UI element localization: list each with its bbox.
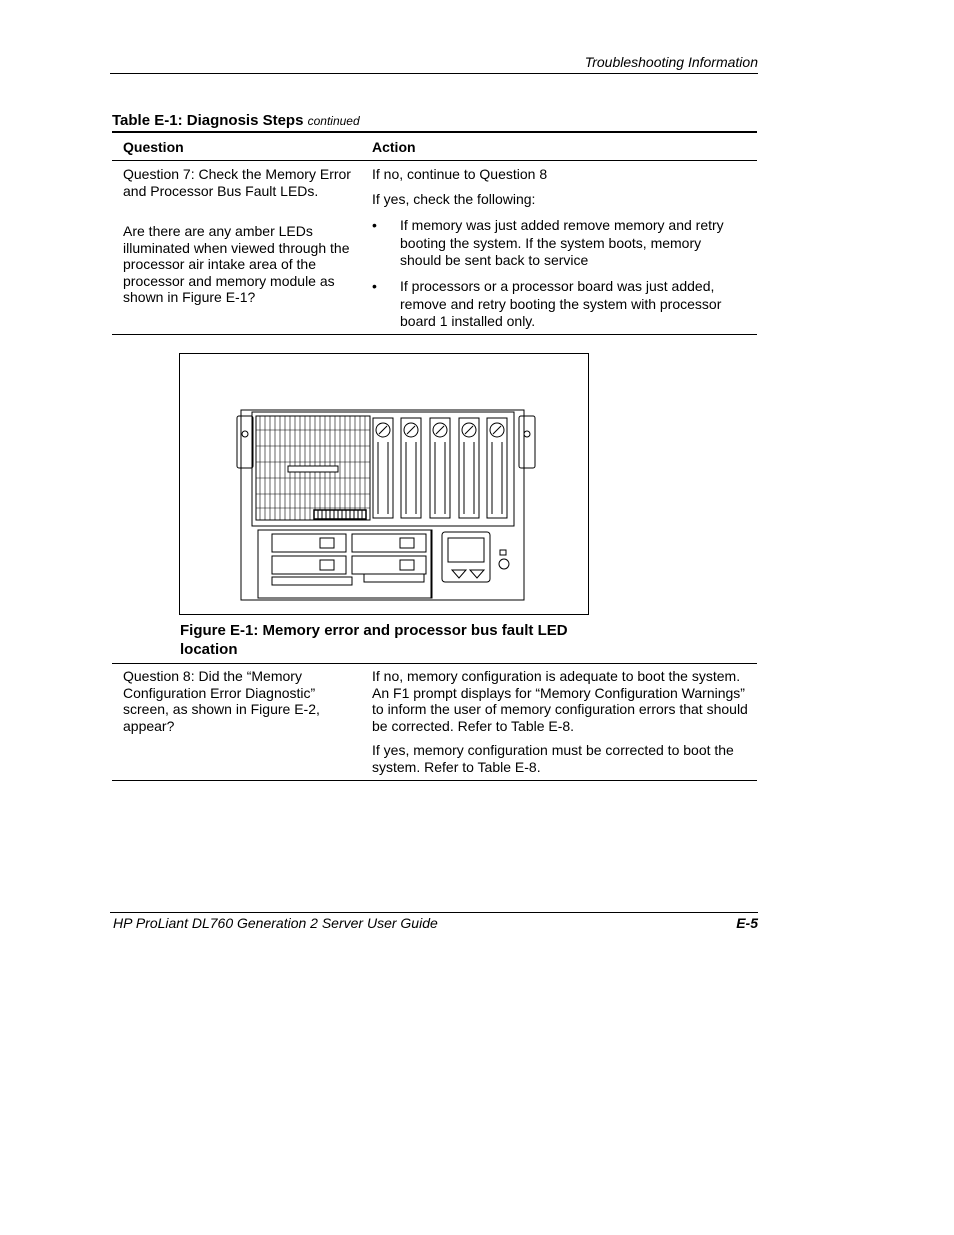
media-bay-1 [272,577,352,585]
row1-action-p1: If no, continue to Question 8 [372,166,548,182]
drive-bay-1 [272,534,346,552]
drive-bay-4 [352,556,426,574]
board-lever-5 [487,418,507,518]
board-lever-2 [401,418,421,518]
control-panel [442,532,490,582]
column-header-action: Action [372,139,416,155]
left-rack-ear [237,416,253,468]
header-bottom-rule [112,160,757,161]
running-head: Troubleshooting Information [584,54,758,70]
table-title-text: Table E-1: Diagnosis Steps [112,112,304,129]
figure-frame [179,353,589,615]
bullet-symbol: • [372,278,377,294]
row1-question-p1: Question 7: Check the Memory Error and Processor Bus Fault LEDs. [123,166,351,199]
table-top-rule [112,131,757,133]
bullet-symbol: • [372,217,377,233]
row1-question-p2: Are there are any amber LEDs illuminated when viewed through the processor air intake area of the processor and memory module as shown in Figure E-1? [123,223,350,305]
page-number: E-5 [736,915,758,931]
row1-bullet-2 [372,278,740,331]
row2-action-p1: If no, memory configuration is adequate to boot the system. An F1 prompt displays for “Memory Configuration Warnings” to inform the user of memory configuration errors that should be corrected. Refer to Table E-8. [372,668,748,734]
footer-rule [110,912,758,913]
chassis [241,410,524,600]
control-panel-display [448,538,484,562]
row2-action-p2: If yes, memory configuration must be corrected to boot the system. Refer to Table E-8. [372,742,734,775]
board-lever-4 [459,418,479,518]
row1-bottom-rule [112,334,757,335]
table-bottom-rule [112,780,757,781]
table-title [112,112,360,129]
bullet-text: If processors or a processor board was just added, remove and retry booting the system with processor board 1 installed only. [400,278,722,329]
media-bay-2 [364,574,424,582]
table-title-suffix: continued [307,114,360,128]
power-button [499,559,509,569]
drive-cage [258,530,432,598]
row2-top-rule [112,663,757,664]
bullet-text: If memory was just added remove memory and retry booting the system. If the system boots, memory should be sent back to service [400,217,724,268]
figure-caption: Figure E-1: Memory error and processor bus fault LED location [180,622,568,658]
drive-bay-3 [272,556,346,574]
drive-bay-2 [352,534,426,552]
footer-title: HP ProLiant DL760 Generation 2 Server User Guide [113,915,438,931]
server-front-illustration [180,354,590,616]
label-plate [288,466,338,472]
column-header-question: Question [123,139,184,155]
row1-action-p2: If yes, check the following: [372,191,536,207]
header-rule [110,73,758,74]
right-rack-ear [519,416,535,468]
row1-bullet-1 [372,217,740,270]
row2-question: Question 8: Did the “Memory Configuration Error Diagnostic” screen, as shown in Figure E-2, appear? [123,668,320,734]
board-lever-1 [373,418,393,518]
board-lever-3 [430,418,450,518]
